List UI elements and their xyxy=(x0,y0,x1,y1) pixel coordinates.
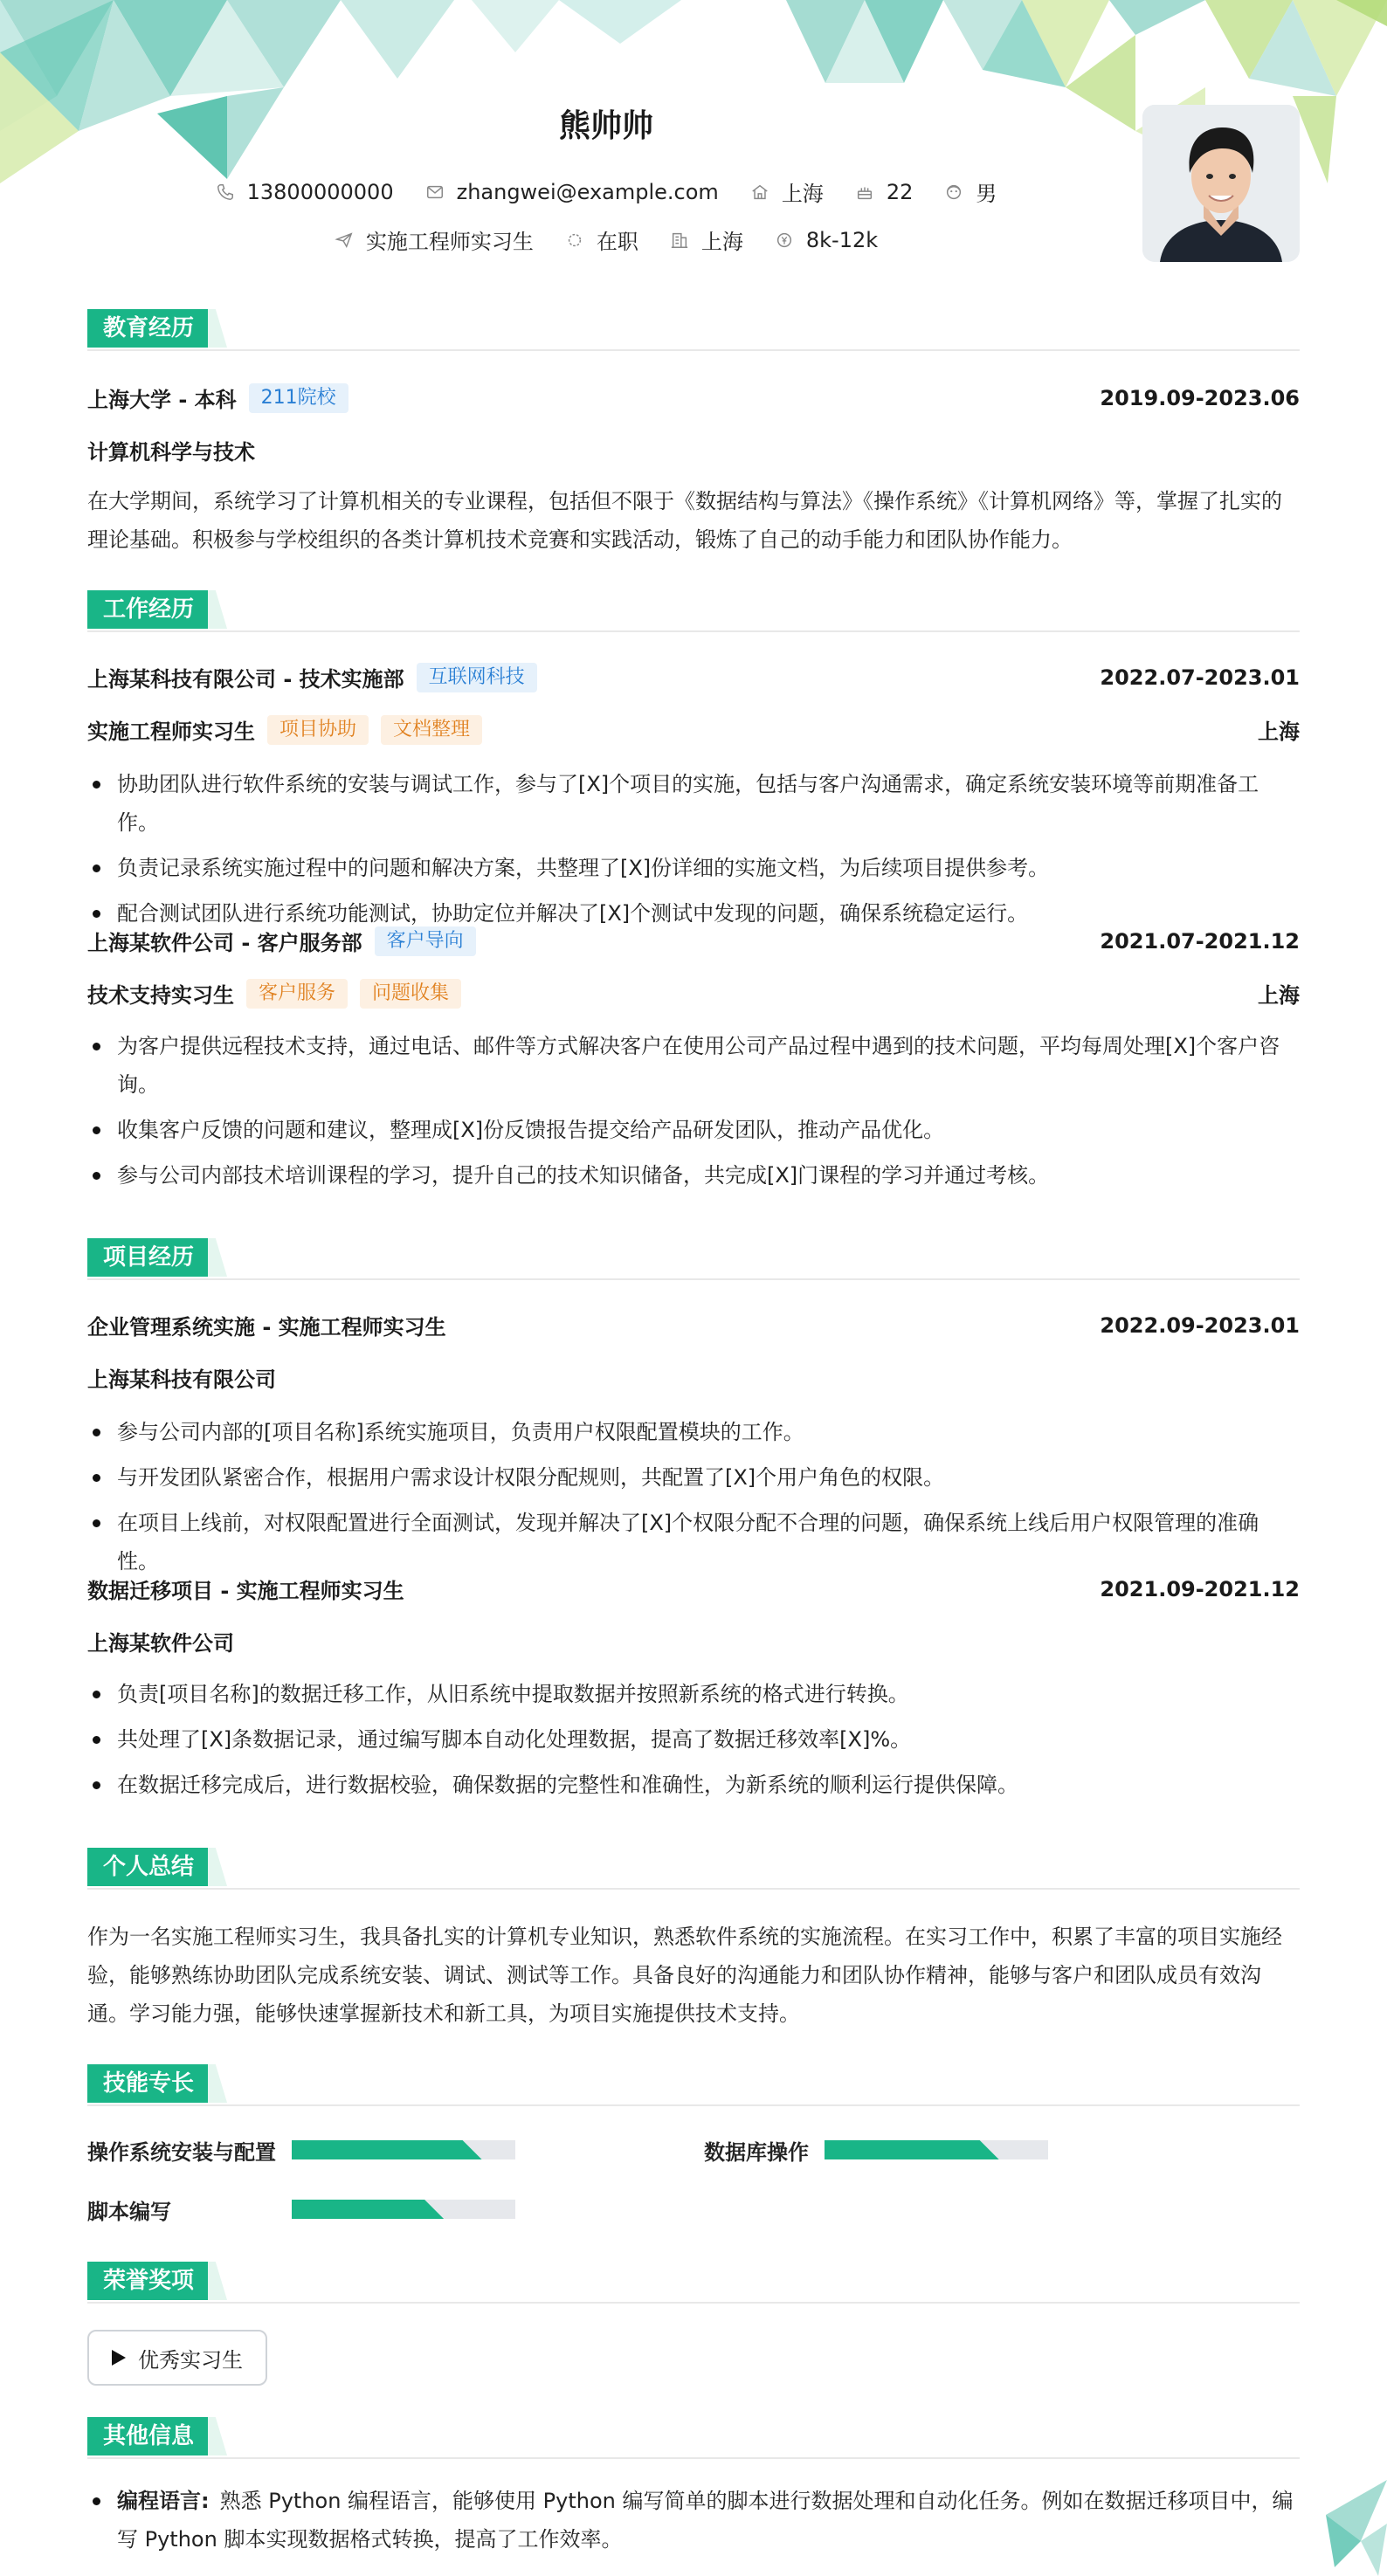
status-icon xyxy=(565,231,584,250)
list-item: 在数据迁移完成后，进行数据校验，确保数据的完整性和准确性，为新系统的顺利运行提供保障。 xyxy=(87,1766,1300,1804)
status-info xyxy=(565,224,638,255)
work-role-row xyxy=(87,714,1300,745)
skill-bar-fill xyxy=(292,2200,444,2219)
list-item xyxy=(87,2482,1300,2559)
section-title: 教育经历 xyxy=(87,309,210,348)
section-skills xyxy=(87,2064,1300,2104)
project-date: 2021.09-2021.12 xyxy=(1100,1576,1300,1601)
work-date: 2021.07-2021.12 xyxy=(1100,928,1300,954)
work-location: 上海 xyxy=(1258,720,1300,744)
list-item: 协助团队进行软件系统的安装与调试工作，参与了[X]个项目的实施，包括与客户沟通需求，确定系统安装环境等前期准备工作。 xyxy=(87,765,1300,842)
role-tag: 问题收集 xyxy=(360,979,461,1009)
major-row xyxy=(87,435,1300,465)
list-item: 共处理了[X]条数据记录，通过编写脚本自动化处理数据，提高了数据迁移效率[X]%。 xyxy=(87,1720,1300,1759)
phone-text: 13800000000 xyxy=(246,179,394,204)
education-description: 在大学期间，系统学习了计算机相关的专业课程，包括但不限于《数据结构与算法》《操作系统》《计算机网络》等，掌握了扎实的理论基础。积极参与学校组织的各类计算机技术竞赛和实践活动，锻炼了自己的动手能力和团队协作能力。 xyxy=(87,489,1282,552)
position-text: 实施工程师实习生 xyxy=(365,230,534,254)
list-item: 配合测试团队进行系统功能测试，协助定位并解决了[X]个测试中发现的问题，确保系统稳定运行。 xyxy=(87,894,1300,933)
section-title: 其他信息 xyxy=(87,2417,210,2455)
project-title: 数据迁移项目 - 实施工程师实习生 xyxy=(87,1579,404,1603)
project-title: 企业管理系统实施 - 实施工程师实习生 xyxy=(87,1315,446,1340)
work-bullets xyxy=(87,765,1300,940)
contact-row xyxy=(87,176,1125,207)
role-tag: 客户服务 xyxy=(246,979,348,1009)
divider xyxy=(87,1278,1300,1280)
other-label: 编程语言: xyxy=(117,2489,210,2513)
section-title: 技能专长 xyxy=(87,2064,210,2103)
age-text: 22 xyxy=(886,179,914,204)
tab-decoration xyxy=(208,2064,227,2103)
salary-info xyxy=(775,228,878,252)
skill-bar-fill xyxy=(825,2140,999,2159)
send-icon xyxy=(335,231,354,250)
project-header xyxy=(87,1574,1300,1604)
divider xyxy=(87,2104,1300,2106)
project-header xyxy=(87,1310,1300,1340)
skill-bar xyxy=(292,2200,515,2219)
other-text: 熟悉 Python 编程语言，能够使用 Python 编写简单的脚本进行数据处理和自动化任务。例如在数据迁移项目中，编写 Python 脚本实现数据格式转换，提高了工作效率。 xyxy=(117,2489,1294,2552)
project-bullets xyxy=(87,1675,1300,1811)
tab-decoration xyxy=(208,1848,227,1886)
award-badge[interactable] xyxy=(87,2330,267,2386)
skill-item xyxy=(87,2195,611,2223)
school-tag: 211院校 xyxy=(249,383,348,413)
work-role-row xyxy=(87,978,1300,1009)
list-item: 收集客户反馈的问题和建议，整理成[X]份反馈报告提交给产品研发团队，推动产品优化。 xyxy=(87,1111,1300,1149)
work-bullets xyxy=(87,1027,1300,1202)
tab-decoration xyxy=(208,309,227,348)
home-icon xyxy=(750,183,769,202)
list-item: 负责[项目名称]的数据迁移工作，从旧系统中提取数据并按照新系统的格式进行转换。 xyxy=(87,1675,1300,1713)
company-tag: 互联网科技 xyxy=(417,663,537,692)
award-label: 优秀实习生 xyxy=(138,2347,243,2373)
divider xyxy=(87,2302,1300,2304)
section-other xyxy=(87,2417,1300,2457)
role-name: 实施工程师实习生 xyxy=(87,720,255,744)
home-info xyxy=(750,176,824,207)
project-bullets xyxy=(87,1413,1300,1588)
building-icon xyxy=(670,231,689,250)
gender-icon xyxy=(944,183,963,202)
gender-text: 男 xyxy=(976,182,997,206)
work-location: 上海 xyxy=(1258,983,1300,1008)
education-date: 2019.09-2023.06 xyxy=(1100,385,1300,410)
list-item: 负责记录系统实施过程中的问题和解决方案，共整理了[X]份详细的实施文档，为后续项目提供参考。 xyxy=(87,849,1300,887)
section-education xyxy=(87,309,1300,349)
skill-bar xyxy=(292,2140,515,2159)
skill-item xyxy=(87,2136,611,2164)
divider xyxy=(87,630,1300,632)
section-title: 项目经历 xyxy=(87,1238,210,1277)
skill-name: 数据库操作 xyxy=(704,2139,809,2165)
section-title: 荣誉奖项 xyxy=(87,2262,210,2300)
city-text: 上海 xyxy=(700,230,743,254)
skill-bar-fill xyxy=(292,2140,482,2159)
section-title: 工作经历 xyxy=(87,590,210,629)
divider xyxy=(87,349,1300,351)
play-icon xyxy=(112,2350,126,2366)
tab-decoration xyxy=(208,2417,227,2455)
skill-name: 脚本编写 xyxy=(87,2199,171,2224)
tab-decoration xyxy=(208,1238,227,1277)
list-item: 为客户提供远程技术支持，通过电话、邮件等方式解决客户在使用公司产品过程中遇到的技术问题，平均每周处理[X]个客户咨询。 xyxy=(87,1027,1300,1104)
email-text: zhangwei@example.com xyxy=(456,179,719,204)
company-tag: 客户导向 xyxy=(375,926,476,956)
project-company: 上海某软件公司 xyxy=(87,1631,234,1656)
email-info xyxy=(425,180,719,204)
project-company-row xyxy=(87,1362,1300,1393)
education-header xyxy=(87,382,1300,413)
job-intent-row xyxy=(87,224,1125,255)
skill-item xyxy=(704,2136,1228,2164)
skill-bar xyxy=(825,2140,1048,2159)
divider xyxy=(87,2457,1300,2459)
mail-icon xyxy=(425,183,445,202)
project-company-row xyxy=(87,1626,1300,1656)
list-item: 参与公司内部的[项目名称]系统实施项目，负责用户权限配置模块的工作。 xyxy=(87,1413,1300,1451)
list-item: 与开发团队紧密合作，根据用户需求设计权限分配规则，共配置了[X]个用户角色的权限。 xyxy=(87,1458,1300,1497)
home-text: 上海 xyxy=(781,182,824,206)
section-title: 个人总结 xyxy=(87,1848,210,1886)
company-name: 上海某科技有限公司 - 技术实施部 xyxy=(87,667,404,692)
list-item: 在项目上线前，对权限配置进行全面测试，发现并解决了[X]个权限分配不合理的问题，确保系统上线后用户权限管理的准确性。 xyxy=(87,1504,1300,1581)
candidate-name: 熊帅帅 xyxy=(558,108,653,144)
project-date: 2022.09-2023.01 xyxy=(1100,1312,1300,1338)
tab-decoration xyxy=(208,2262,227,2300)
age-info xyxy=(855,180,914,204)
phone-icon xyxy=(216,183,235,202)
section-summary xyxy=(87,1848,1300,1888)
avatar xyxy=(1142,105,1300,262)
company-name: 上海某软件公司 - 客户服务部 xyxy=(87,931,362,955)
work-header xyxy=(87,926,1300,956)
role-tag: 项目协助 xyxy=(267,715,369,745)
phone-info xyxy=(216,180,394,204)
section-awards xyxy=(87,2262,1300,2302)
avatar-portrait xyxy=(1142,105,1300,262)
school-name: 上海大学 - 本科 xyxy=(87,388,237,412)
summary-text: 作为一名实施工程师实习生，我具备扎实的计算机专业知识，熟悉软件系统的实施流程。在实习工作中，积累了丰富的项目实施经验，能够熟练协助团队完成系统安装、调试、测试等工作。具备良好的沟通能力和团队协作精神，能够与客户和团队成员有效沟通。学习能力强，能够快速掌握新技术和新工具，为项目实施提供技术支持。 xyxy=(87,1925,1282,2026)
other-list xyxy=(87,2482,1300,2559)
role-name: 技术支持实习生 xyxy=(87,983,234,1008)
gender-info xyxy=(944,176,997,207)
divider xyxy=(87,1888,1300,1890)
position-info xyxy=(335,224,534,255)
role-tag: 文档整理 xyxy=(381,715,482,745)
major-name: 计算机科学与技术 xyxy=(87,440,255,465)
section-work xyxy=(87,590,1300,630)
tab-decoration xyxy=(208,590,227,629)
work-header xyxy=(87,662,1300,692)
list-item: 参与公司内部技术培训课程的学习，提升自己的技术知识储备，共完成[X]门课程的学习并通过考核。 xyxy=(87,1156,1300,1195)
city-info xyxy=(670,224,743,255)
project-company: 上海某科技有限公司 xyxy=(87,1367,276,1392)
salary-text: 8k-12k xyxy=(805,227,879,252)
salary-icon xyxy=(775,231,794,250)
skill-name: 操作系统安装与配置 xyxy=(87,2139,276,2165)
cake-icon xyxy=(855,183,874,202)
status-text: 在职 xyxy=(596,230,638,254)
section-projects xyxy=(87,1238,1300,1278)
corner-decoration xyxy=(1308,2480,1387,2576)
work-date: 2022.07-2023.01 xyxy=(1100,665,1300,690)
